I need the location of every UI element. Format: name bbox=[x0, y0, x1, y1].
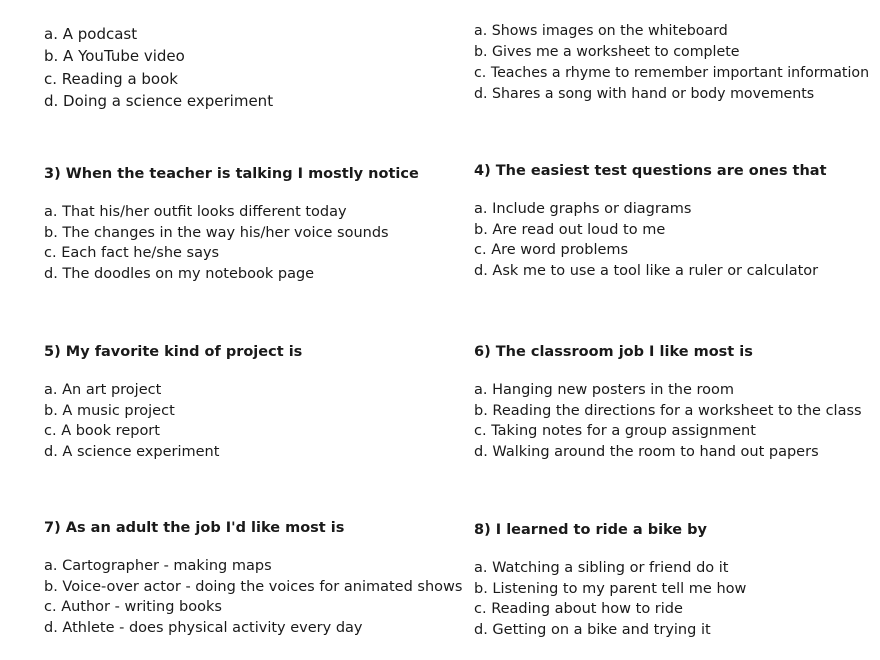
question-5-block bbox=[44, 343, 302, 463]
question-7-title: 7) As an adult the job I'd like most is bbox=[44, 520, 345, 536]
question-6-block bbox=[474, 343, 862, 463]
option-2c: c. Teaches a rhyme to remember important information bbox=[474, 65, 870, 81]
option-1c: c. Reading a book bbox=[44, 69, 178, 88]
question-4-title: 4) The easiest test questions are ones that bbox=[474, 163, 827, 179]
question-6-options bbox=[474, 380, 862, 463]
question-7-block bbox=[44, 519, 462, 639]
option-4a: a. Include graphs or diagrams bbox=[474, 201, 692, 217]
option-8a: a. Watching a sibling or friend do it bbox=[474, 560, 729, 576]
question-7-options bbox=[44, 556, 462, 639]
option-5b: b. A music project bbox=[44, 402, 175, 419]
option-1d: d. Doing a science experiment bbox=[44, 91, 274, 110]
question-3-block bbox=[44, 165, 419, 285]
question-5-options bbox=[44, 380, 302, 463]
option-6d: d. Walking around the room to hand out papers bbox=[474, 444, 819, 461]
option-2d: d. Shares a song with hand or body movements bbox=[474, 86, 815, 102]
question-3-options bbox=[44, 202, 419, 285]
option-4c: c. Are word problems bbox=[474, 242, 629, 259]
question-8-title: 8) I learned to ride a bike by bbox=[474, 522, 708, 538]
option-7d: d. Athlete - does physical activity every day bbox=[44, 620, 363, 637]
option-5d: d. A science experiment bbox=[44, 444, 220, 461]
option-3c: c. Each fact he/she says bbox=[44, 245, 220, 262]
option-7a: a. Cartographer - making maps bbox=[44, 558, 272, 574]
question-8-options bbox=[474, 558, 746, 641]
question-6-title: 6) The classroom job I like most is bbox=[474, 344, 753, 360]
option-5a: a. An art project bbox=[44, 382, 162, 398]
option-7b: b. Voice-over actor - doing the voices for animated shows bbox=[44, 578, 463, 595]
option-2b: b. Gives me a worksheet to complete bbox=[474, 44, 740, 60]
question-3-title: 3) When the teacher is talking I mostly notice bbox=[44, 166, 419, 182]
option-3a: a. That his/her outfit looks different today bbox=[44, 204, 347, 220]
option-6a: a. Hanging new posters in the room bbox=[474, 382, 735, 398]
option-3d: d. The doodles on my notebook page bbox=[44, 266, 315, 283]
option-1a: a. A podcast bbox=[44, 25, 138, 43]
question-8-block bbox=[474, 521, 746, 641]
option-6b: b. Reading the directions for a worksheet to the class bbox=[474, 402, 862, 419]
option-5c: c. A book report bbox=[44, 423, 160, 440]
question-2-options bbox=[474, 21, 869, 105]
question-4-block bbox=[474, 162, 827, 282]
option-2a: a. Shows images on the whiteboard bbox=[474, 23, 728, 39]
option-8c: c. Reading about how to ride bbox=[474, 601, 683, 618]
option-3b: b. The changes in the way his/her voice sounds bbox=[44, 224, 389, 241]
option-7c: c. Author - writing books bbox=[44, 599, 222, 616]
question-1-options bbox=[44, 23, 273, 112]
question-1-block bbox=[44, 23, 273, 112]
question-5-title: 5) My favorite kind of project is bbox=[44, 344, 303, 360]
question-2-block bbox=[474, 21, 869, 105]
question-4-options bbox=[474, 199, 827, 282]
option-4b: b. Are read out loud to me bbox=[474, 221, 666, 238]
option-4d: d. Ask me to use a tool like a ruler or calculator bbox=[474, 263, 819, 280]
option-6c: c. Taking notes for a group assignment bbox=[474, 423, 756, 440]
option-1b: b. A YouTube video bbox=[44, 47, 185, 66]
option-8b: b. Listening to my parent tell me how bbox=[474, 580, 747, 597]
option-8d: d. Getting on a bike and trying it bbox=[474, 622, 711, 639]
